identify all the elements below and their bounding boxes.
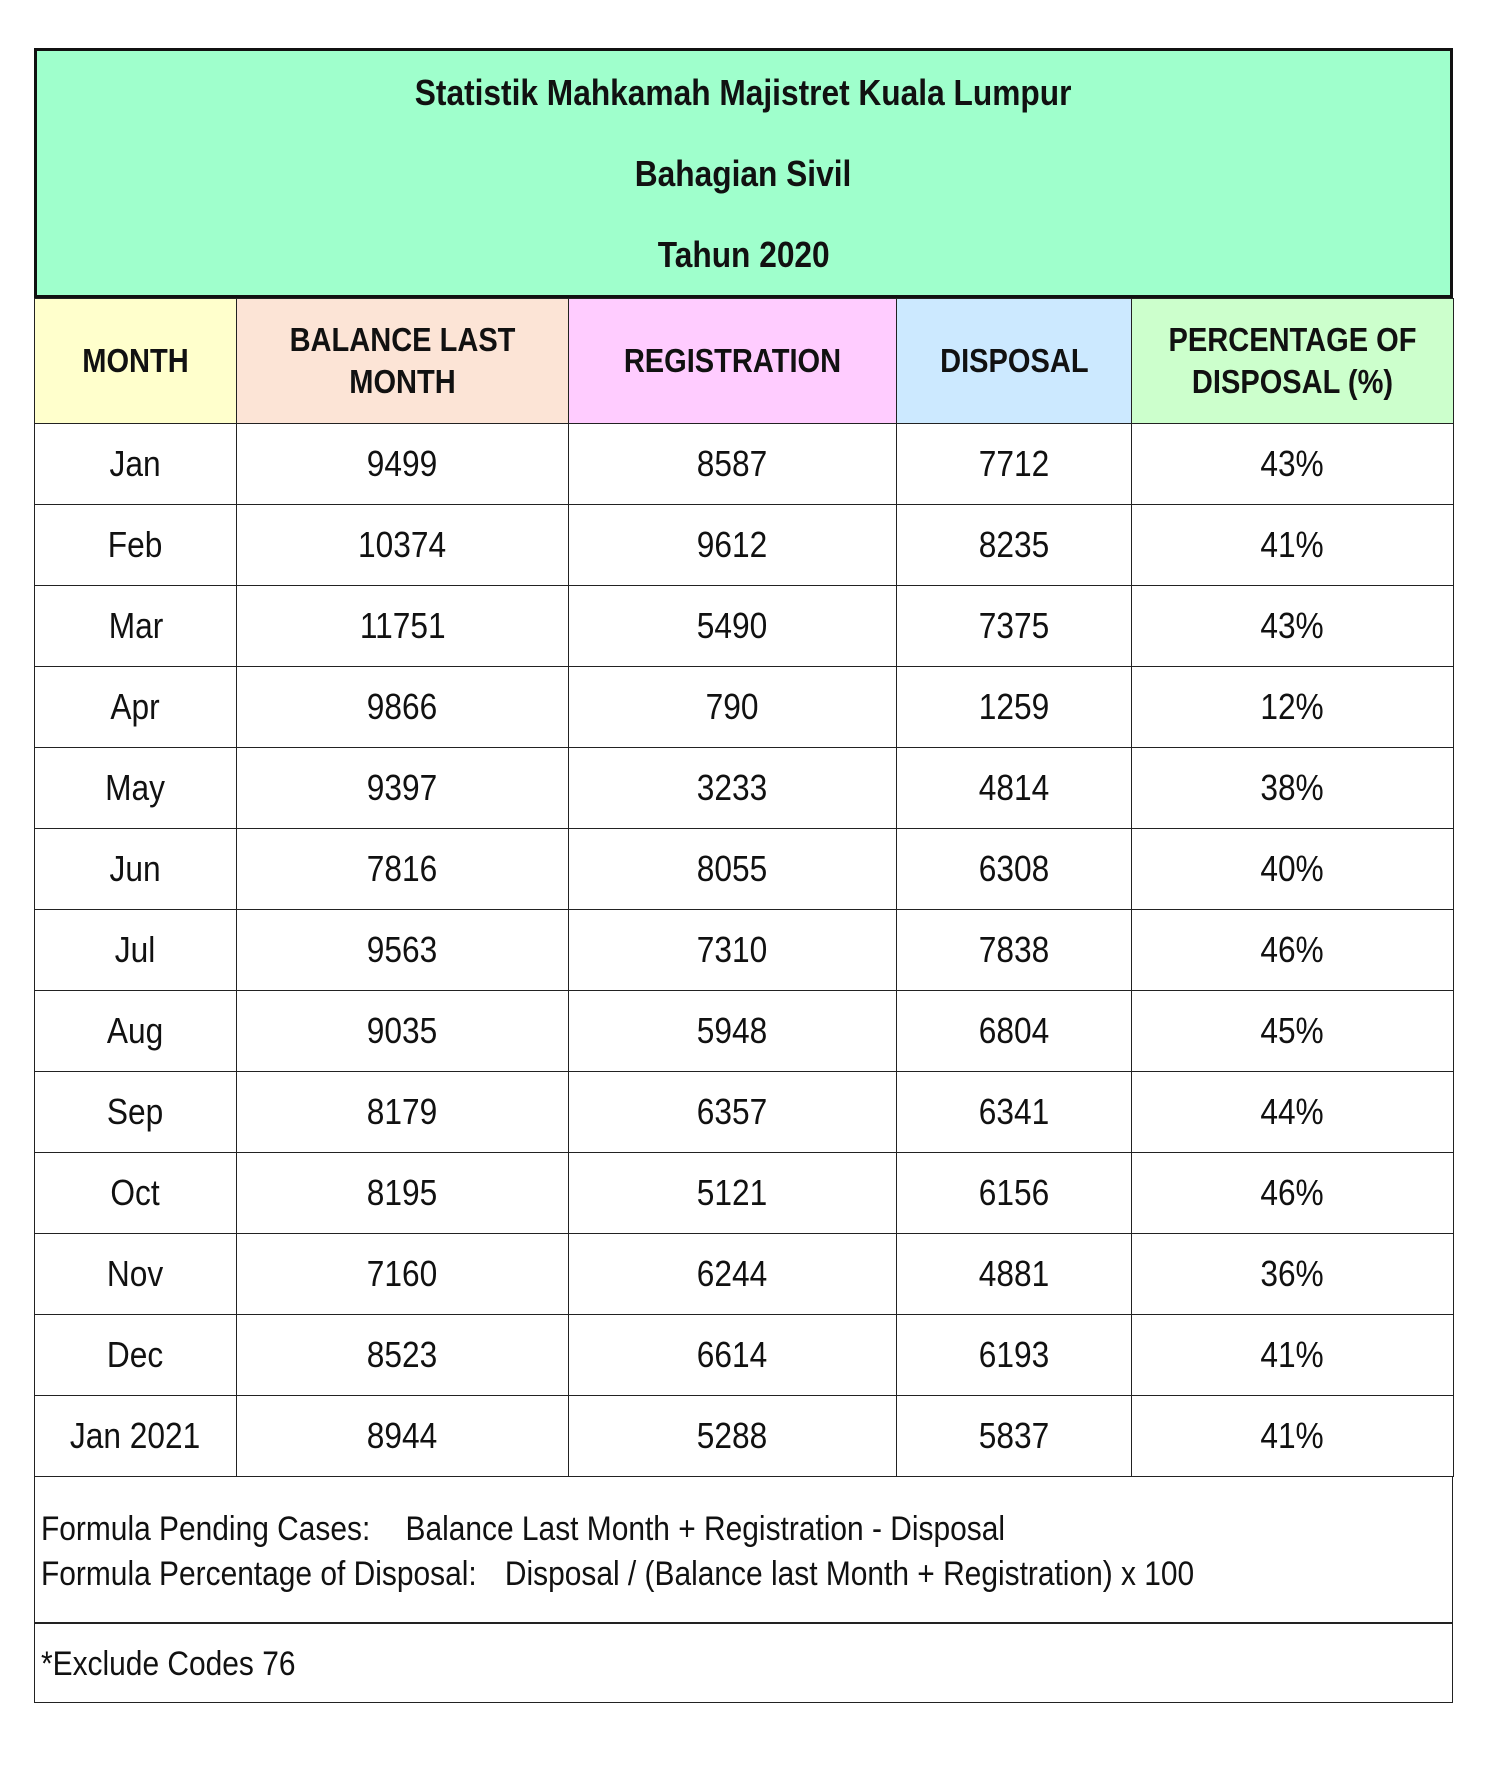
cell-balance-last-month: 7816: [237, 829, 569, 910]
cell-disposal: 8235: [897, 505, 1132, 586]
cell-registration: 6357: [569, 1072, 897, 1153]
cell-month: Jun: [35, 829, 237, 910]
cell-registration: 8587: [569, 424, 897, 505]
cell-month: Oct: [35, 1153, 237, 1234]
cell-disposal: 7375: [897, 586, 1132, 667]
cell-disposal: 4814: [897, 748, 1132, 829]
header-month: MONTH: [35, 299, 237, 424]
cell-percentage: 46%: [1132, 1153, 1454, 1234]
cell-registration: 5490: [569, 586, 897, 667]
cell-registration: 8055: [569, 829, 897, 910]
table-body: [35, 424, 1454, 1477]
formula-pending-cases: [41, 1507, 1283, 1552]
formula-percentage-value: Disposal / (Balance last Month + Registration) x 100: [504, 1555, 1195, 1593]
cell-disposal: 6156: [897, 1153, 1132, 1234]
cell-percentage: 43%: [1132, 424, 1454, 505]
cell-percentage: 45%: [1132, 991, 1454, 1072]
formula-percentage-of-disposal: [41, 1552, 1283, 1597]
cell-balance-last-month: 7160: [237, 1234, 569, 1315]
cell-percentage: 36%: [1132, 1234, 1454, 1315]
table-row: [35, 748, 1454, 829]
cell-month: Mar: [35, 586, 237, 667]
footnote: [34, 1623, 1453, 1703]
header-balance-last-month: BALANCE LAST MONTH: [237, 299, 569, 424]
cell-month: Dec: [35, 1315, 237, 1396]
cell-disposal: 7838: [897, 910, 1132, 991]
cell-month: Apr: [35, 667, 237, 748]
formula-pending-value: Balance Last Month + Registration - Disposal: [405, 1510, 1006, 1548]
cell-disposal: 7712: [897, 424, 1132, 505]
statistics-table: [34, 298, 1454, 1477]
cell-registration: 6244: [569, 1234, 897, 1315]
cell-balance-last-month: 10374: [237, 505, 569, 586]
cell-disposal: 6341: [897, 1072, 1132, 1153]
cell-disposal: 6308: [897, 829, 1132, 910]
table-row: [35, 667, 1454, 748]
cell-month: Sep: [35, 1072, 237, 1153]
footnote-text: *Exclude Codes 76: [41, 1645, 296, 1683]
cell-registration: 790: [569, 667, 897, 748]
cell-month: May: [35, 748, 237, 829]
cell-percentage: 38%: [1132, 748, 1454, 829]
cell-registration: 9612: [569, 505, 897, 586]
cell-percentage: 41%: [1132, 1396, 1454, 1477]
table-row: [35, 505, 1454, 586]
table-row: [35, 829, 1454, 910]
table-row: [35, 1234, 1454, 1315]
cell-registration: 5288: [569, 1396, 897, 1477]
formula-notes: [34, 1477, 1453, 1623]
title-year: Tahun 2020: [657, 234, 830, 275]
title-division: Bahagian Sivil: [635, 153, 852, 194]
title-block: [34, 48, 1453, 298]
header-registration: REGISTRATION: [569, 299, 897, 424]
cell-month: Jan 2021: [35, 1396, 237, 1477]
table-row: [35, 1153, 1454, 1234]
cell-balance-last-month: 9866: [237, 667, 569, 748]
cell-balance-last-month: 8523: [237, 1315, 569, 1396]
cell-balance-last-month: 9397: [237, 748, 569, 829]
table-header-row: [35, 299, 1454, 424]
cell-month: Jul: [35, 910, 237, 991]
cell-registration: 7310: [569, 910, 897, 991]
table-row: [35, 424, 1454, 505]
table-row: [35, 1072, 1454, 1153]
cell-balance-last-month: 8179: [237, 1072, 569, 1153]
cell-balance-last-month: 8944: [237, 1396, 569, 1477]
cell-month: Feb: [35, 505, 237, 586]
cell-registration: 3233: [569, 748, 897, 829]
table-row: [35, 586, 1454, 667]
formula-percentage-label: Formula Percentage of Disposal:: [41, 1555, 477, 1593]
table-row: [35, 910, 1454, 991]
cell-percentage: 40%: [1132, 829, 1454, 910]
cell-percentage: 41%: [1132, 505, 1454, 586]
table-row: [35, 991, 1454, 1072]
cell-disposal: 5837: [897, 1396, 1132, 1477]
cell-disposal: 4881: [897, 1234, 1132, 1315]
cell-balance-last-month: 8195: [237, 1153, 569, 1234]
formula-pending-label: Formula Pending Cases:: [41, 1510, 371, 1548]
cell-month: Jan: [35, 424, 237, 505]
cell-percentage: 12%: [1132, 667, 1454, 748]
statistics-sheet: [34, 48, 1453, 1703]
cell-percentage: 41%: [1132, 1315, 1454, 1396]
cell-disposal: 6193: [897, 1315, 1132, 1396]
cell-disposal: 6804: [897, 991, 1132, 1072]
cell-balance-last-month: 9563: [237, 910, 569, 991]
table-row: [35, 1315, 1454, 1396]
cell-balance-last-month: 9035: [237, 991, 569, 1072]
cell-balance-last-month: 9499: [237, 424, 569, 505]
title-court-name: Statistik Mahkamah Majistret Kuala Lumpur: [415, 72, 1072, 113]
cell-registration: 6614: [569, 1315, 897, 1396]
header-percentage-of-disposal: PERCENTAGE OF DISPOSAL (%): [1132, 299, 1454, 424]
cell-percentage: 46%: [1132, 910, 1454, 991]
cell-disposal: 1259: [897, 667, 1132, 748]
cell-month: Aug: [35, 991, 237, 1072]
cell-percentage: 43%: [1132, 586, 1454, 667]
header-disposal: DISPOSAL: [897, 299, 1132, 424]
cell-percentage: 44%: [1132, 1072, 1454, 1153]
cell-registration: 5948: [569, 991, 897, 1072]
cell-month: Nov: [35, 1234, 237, 1315]
table-row: [35, 1396, 1454, 1477]
cell-registration: 5121: [569, 1153, 897, 1234]
cell-balance-last-month: 11751: [237, 586, 569, 667]
